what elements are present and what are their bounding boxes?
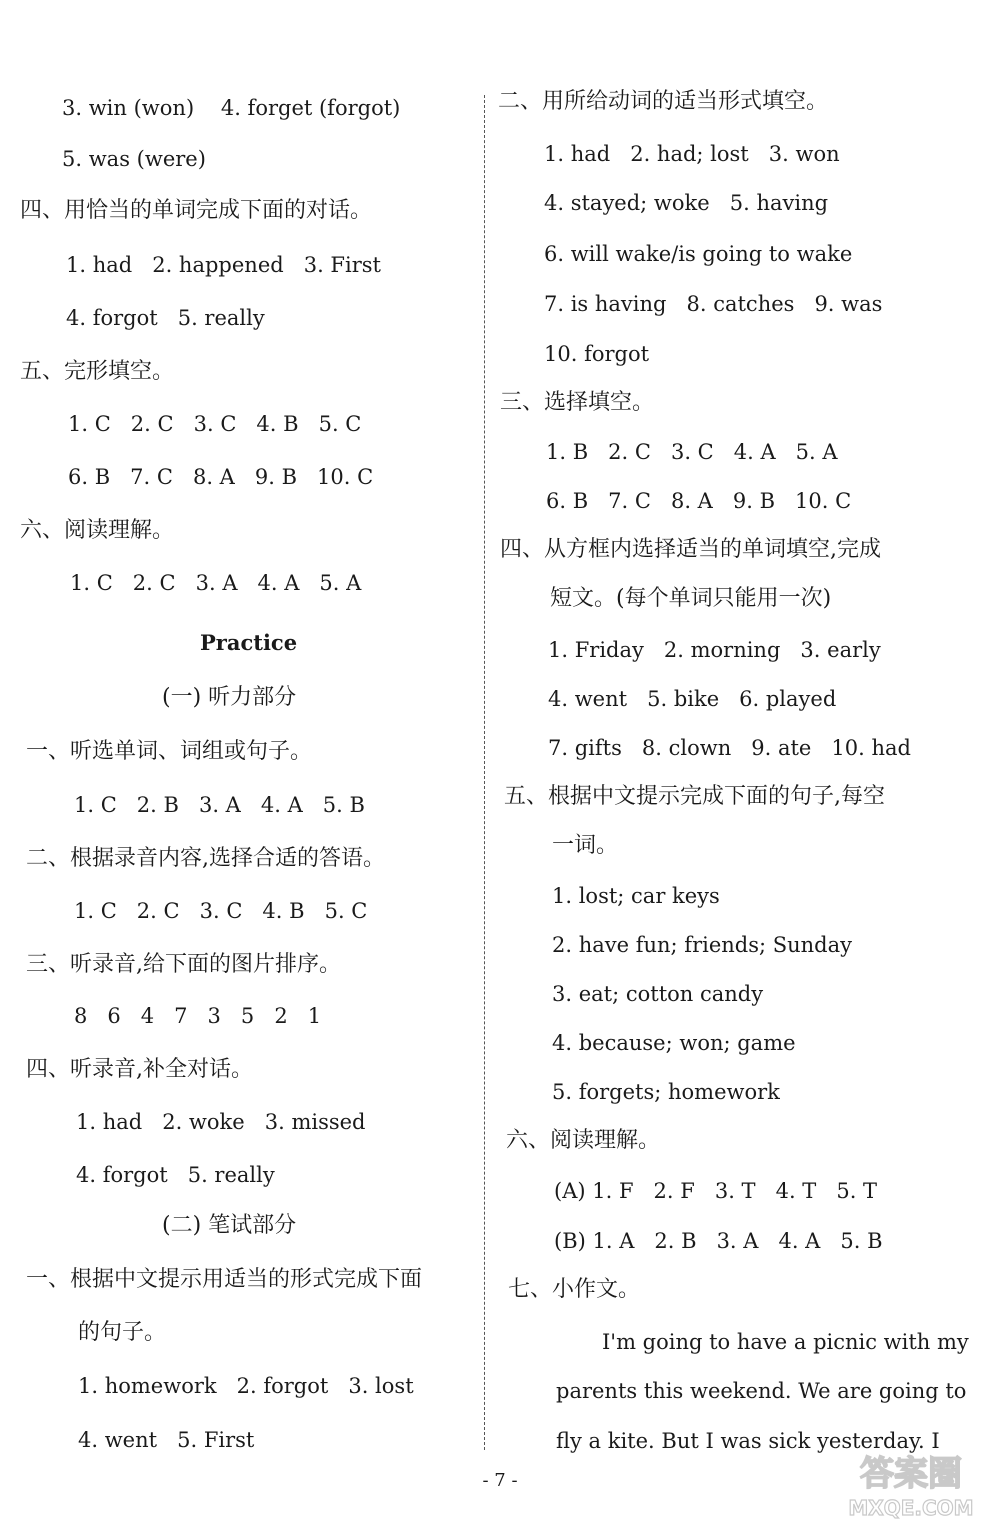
answer-line: 1. lost; car keys (552, 884, 720, 908)
answer-line: 1. C 2. C 3. C 4. B 5. C (74, 899, 368, 923)
answer-line: 1. C 2. B 3. A 4. A 5. B (74, 793, 365, 817)
answer-line: 1. B 2. C 3. C 4. A 5. A (546, 440, 838, 464)
answer-line: 1. Friday 2. morning 3. early (548, 638, 881, 662)
section-heading-cont: 一词。 (552, 833, 619, 858)
answer-line: 1. C 2. C 3. C 4. B 5. C (68, 412, 362, 436)
section-heading: 六、阅读理解。 (506, 1128, 661, 1153)
watermark-bottom: MXQE.COM (848, 1496, 974, 1520)
answer-line: 4. stayed; woke 5. having (544, 191, 829, 215)
practice-title: Practice (200, 630, 298, 655)
section-heading: 一、听选单词、词组或句子。 (26, 739, 313, 764)
answer-line: 5. was (were) (62, 147, 206, 171)
column-divider (484, 95, 485, 1450)
section-heading: 七、小作文。 (508, 1277, 641, 1302)
answer-line: 1. had 2. had; lost 3. won (544, 142, 840, 166)
answer-line: 1. homework 2. forgot 3. lost (78, 1374, 414, 1398)
answer-line: 4. forgot 5. really (66, 306, 265, 330)
section-heading: 三、听录音,给下面的图片排序。 (26, 952, 341, 977)
answer-line: 7. gifts 8. clown 9. ate 10. had (548, 736, 911, 760)
section-heading: 二、用所给动词的适当形式填空。 (498, 89, 829, 114)
answer-line: 4. forgot 5. really (76, 1163, 275, 1187)
section-heading: 六、阅读理解。 (20, 518, 175, 543)
answer-line: 10. forgot (544, 342, 650, 366)
watermark-logo (836, 1443, 986, 1523)
sub-section-title: (一) 听力部分 (162, 685, 297, 710)
essay-line: parents this weekend. We are going to (556, 1379, 967, 1403)
answer-line: 5. forgets; homework (552, 1080, 780, 1104)
essay-line: I'm going to have a picnic with my (602, 1330, 969, 1354)
section-heading: 二、根据录音内容,选择合适的答语。 (26, 846, 385, 871)
section-heading-cont: 短文。(每个单词只能用一次) (550, 586, 832, 611)
answer-line: 4. went 5. bike 6. played (548, 687, 837, 711)
section-heading: 三、选择填空。 (500, 390, 655, 415)
answer-line: 2. have fun; friends; Sunday (552, 933, 853, 957)
section-heading-cont: 的句子。 (78, 1320, 167, 1345)
watermark-top: 答案圈 (860, 1454, 962, 1494)
section-heading: 四、从方框内选择适当的单词填空,完成 (500, 537, 881, 562)
answer-line: 4. went 5. First (78, 1428, 255, 1452)
page-number: - 7 - (482, 1470, 518, 1491)
essay-line: fly a kite. But I was sick yesterday. I (556, 1429, 940, 1453)
watermark-icon (836, 1443, 986, 1523)
answer-line: 1. had 2. woke 3. missed (76, 1110, 366, 1134)
answer-line: 1. C 2. C 3. A 4. A 5. A (70, 571, 362, 595)
answer-line: 4. because; won; game (552, 1031, 796, 1055)
answer-line: 3. eat; cotton candy (552, 982, 764, 1006)
answer-line: (B) 1. A 2. B 3. A 4. A 5. B (554, 1229, 883, 1253)
answer-line: (A) 1. F 2. F 3. T 4. T 5. T (554, 1179, 878, 1203)
section-heading: 一、根据中文提示用适当的形式完成下面 (26, 1267, 423, 1292)
answer-line: 3. win (won) 4. forget (forgot) (62, 96, 401, 120)
answer-line: 1. had 2. happened 3. First (66, 253, 381, 277)
section-heading: 四、用恰当的单词完成下面的对话。 (20, 198, 373, 223)
answer-line: 7. is having 8. catches 9. was (544, 292, 883, 316)
answer-line: 6. B 7. C 8. A 9. B 10. C (546, 489, 852, 513)
answer-line: 8 6 4 7 3 5 2 1 (74, 1004, 322, 1028)
answer-line: 6. B 7. C 8. A 9. B 10. C (68, 465, 374, 489)
section-heading: 五、完形填空。 (20, 359, 175, 384)
section-heading: 五、根据中文提示完成下面的句子,每空 (504, 784, 885, 809)
answer-line: 6. will wake/is going to wake (544, 242, 853, 266)
section-heading: 四、听录音,补全对话。 (26, 1057, 253, 1082)
sub-section-title: (二) 笔试部分 (162, 1213, 297, 1238)
